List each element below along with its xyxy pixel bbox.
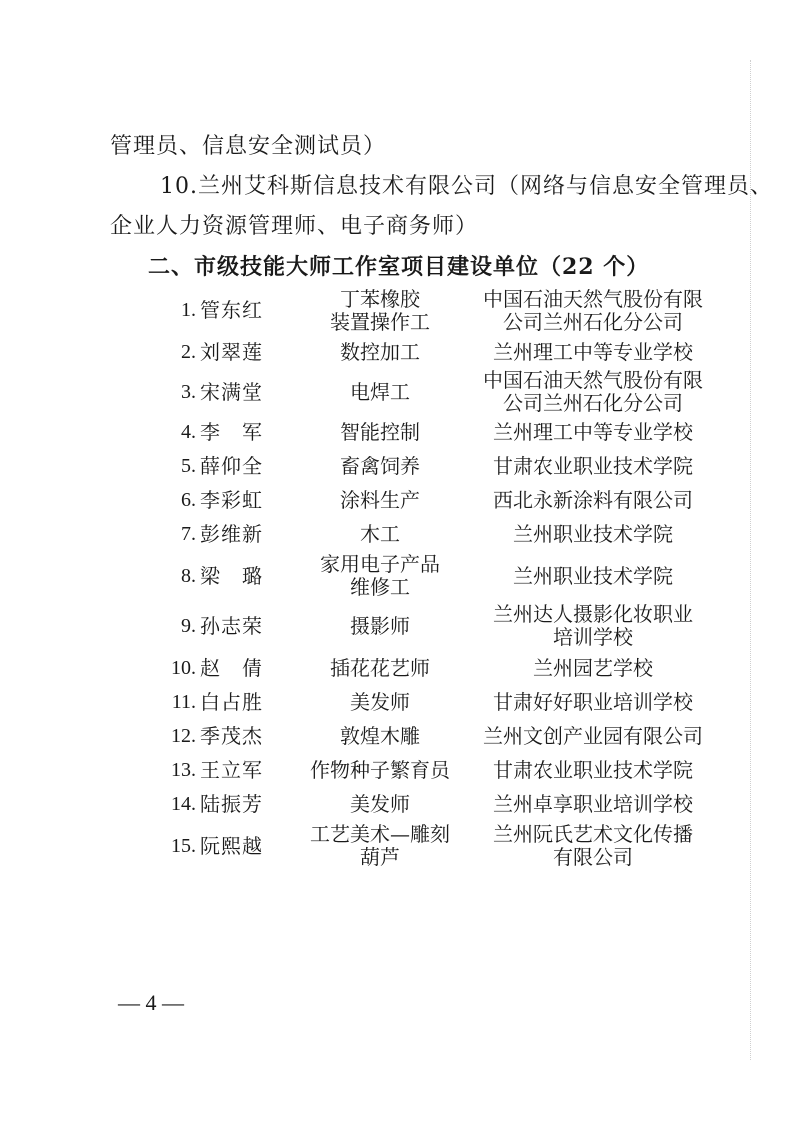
- skill-field: [292, 685, 468, 719]
- page-number: — 4 —: [118, 990, 184, 1015]
- skill-field-line: 葫芦: [360, 845, 400, 869]
- skill-field: [292, 415, 468, 449]
- skill-field: [292, 286, 468, 335]
- organization: [468, 415, 718, 449]
- master-name: 孙志荣: [200, 613, 263, 638]
- skill-field: [292, 651, 468, 685]
- skill-field: [292, 719, 468, 753]
- skill-field: [292, 821, 468, 871]
- skill-field-line: 敦煌木雕: [340, 723, 420, 748]
- organization: [468, 483, 718, 517]
- row-number: 9.: [181, 614, 196, 637]
- organization: [468, 719, 718, 753]
- skill-field: [292, 753, 468, 787]
- row-number: 1.: [181, 299, 196, 321]
- table-row: [152, 551, 718, 601]
- master-name: 宋满堂: [200, 379, 263, 404]
- skill-field-line: 维修工: [350, 575, 410, 599]
- row-number: 14.: [171, 792, 196, 815]
- row-number: 7.: [181, 522, 196, 545]
- master-name: 阮熙越: [200, 833, 263, 858]
- organization: [468, 335, 718, 369]
- row-number: 13.: [171, 758, 196, 781]
- organization-line: 甘肃好好职业培训学校: [493, 689, 693, 714]
- row-number: 6.: [181, 488, 196, 511]
- organization-line: 兰州达人摄影化妆职业: [493, 602, 693, 626]
- skill-field-line: 插花花艺师: [330, 655, 430, 680]
- organization-line: 兰州职业技术学院: [513, 563, 673, 588]
- organization-line: 公司兰州石化分公司: [503, 391, 683, 415]
- master-name: 管东红: [200, 298, 263, 322]
- intro-line-3: 企业人力资源管理师、电子商务师）: [110, 214, 479, 239]
- table-row: [152, 369, 718, 415]
- row-number: 10.: [171, 656, 196, 679]
- table-row: [152, 449, 718, 483]
- skill-field-line: 摄影师: [350, 613, 410, 638]
- master-name: 刘翠莲: [200, 339, 263, 364]
- intro-line-1: 管理员、信息安全测试员）: [110, 134, 387, 159]
- row-number: 3.: [181, 380, 196, 403]
- skill-field: [292, 787, 468, 821]
- organization-line: 甘肃农业职业技术学院: [493, 757, 693, 782]
- organization-line: 兰州理工中等专业学校: [493, 339, 693, 364]
- skill-field-line: 木工: [360, 521, 400, 546]
- organization-line: 兰州职业技术学院: [513, 521, 673, 546]
- organization: [468, 601, 718, 651]
- organization-line: 兰州文创产业园有限公司: [483, 723, 703, 748]
- table-row: [152, 753, 718, 787]
- section-heading: 二、市级技能大师工作室项目建设单位（22 个）: [148, 254, 650, 280]
- table-row: [152, 821, 718, 871]
- organization: [468, 286, 718, 335]
- table-row: [152, 415, 718, 449]
- skill-field-line: 丁苯橡胶: [340, 286, 420, 311]
- master-name: 王立军: [200, 757, 263, 782]
- table-row: [152, 483, 718, 517]
- units-table: [152, 286, 718, 871]
- organization: [468, 685, 718, 719]
- organization: [468, 753, 718, 787]
- margin-binding-dots: [750, 60, 752, 1060]
- organization-line: 兰州阮氏艺术文化传播: [493, 822, 693, 846]
- organization-line: 中国石油天然气股份有限: [483, 368, 703, 392]
- organization: [468, 821, 718, 871]
- table-row: [152, 601, 718, 651]
- table-row: [152, 685, 718, 719]
- row-number: 15.: [171, 834, 196, 857]
- table-row: [152, 719, 718, 753]
- skill-field: [292, 551, 468, 601]
- table-row: [152, 335, 718, 369]
- master-name: 李彩虹: [200, 487, 263, 512]
- row-number: 4.: [181, 420, 196, 443]
- row-number: 12.: [171, 724, 196, 747]
- table-row: [152, 517, 718, 551]
- master-name: 彭维新: [200, 521, 263, 546]
- organization-line: 公司兰州石化分公司: [503, 309, 683, 334]
- organization-line: 兰州卓享职业培训学校: [493, 791, 693, 816]
- table-row: [152, 286, 718, 335]
- skill-field-line: 作物种子繁育员: [310, 757, 450, 782]
- organization: [468, 449, 718, 483]
- organization-line: 兰州园艺学校: [533, 655, 653, 680]
- organization-line: 有限公司: [553, 845, 633, 869]
- skill-field-line: 工艺美术—雕刻: [310, 822, 450, 846]
- row-number: 5.: [181, 454, 196, 477]
- organization-line: 兰州理工中等专业学校: [493, 419, 693, 444]
- master-name: 梁 璐: [200, 563, 263, 588]
- master-name: 季茂杰: [200, 723, 263, 748]
- skill-field: [292, 369, 468, 415]
- table-row: [152, 787, 718, 821]
- skill-field-line: 智能控制: [340, 419, 420, 444]
- organization-line: 中国石油天然气股份有限: [483, 286, 703, 311]
- row-number: 8.: [181, 564, 196, 587]
- organization-line: 培训学校: [553, 625, 633, 649]
- row-number: 11.: [171, 690, 196, 713]
- skill-field: [292, 449, 468, 483]
- skill-field-line: 数控加工: [340, 339, 420, 364]
- skill-field-line: 装置操作工: [330, 309, 430, 334]
- master-name: 薛仰全: [200, 453, 263, 478]
- master-name: 李 军: [200, 419, 263, 444]
- skill-field: [292, 335, 468, 369]
- organization: [468, 551, 718, 601]
- table-row: [152, 651, 718, 685]
- skill-field: [292, 601, 468, 651]
- master-name: 白占胜: [200, 689, 263, 714]
- skill-field-line: 涂料生产: [340, 487, 420, 512]
- master-name: 陆振芳: [200, 791, 263, 816]
- skill-field-line: 家用电子产品: [320, 552, 440, 576]
- organization: [468, 787, 718, 821]
- organization: [468, 651, 718, 685]
- units-table-body: [152, 286, 718, 871]
- row-number: 2.: [181, 340, 196, 363]
- skill-field-line: 电焊工: [350, 379, 410, 404]
- skill-field: [292, 517, 468, 551]
- organization: [468, 369, 718, 415]
- master-name: 赵 倩: [200, 655, 263, 680]
- intro-line-2: 10.兰州艾科斯信息技术有限公司（网络与信息安全管理员、: [160, 174, 773, 199]
- skill-field: [292, 483, 468, 517]
- organization: [468, 517, 718, 551]
- skill-field-line: 美发师: [350, 791, 410, 816]
- organization-line: 西北永新涂料有限公司: [493, 487, 693, 512]
- organization-line: 甘肃农业职业技术学院: [493, 453, 693, 478]
- skill-field-line: 美发师: [350, 689, 410, 714]
- skill-field-line: 畜禽饲养: [340, 453, 420, 478]
